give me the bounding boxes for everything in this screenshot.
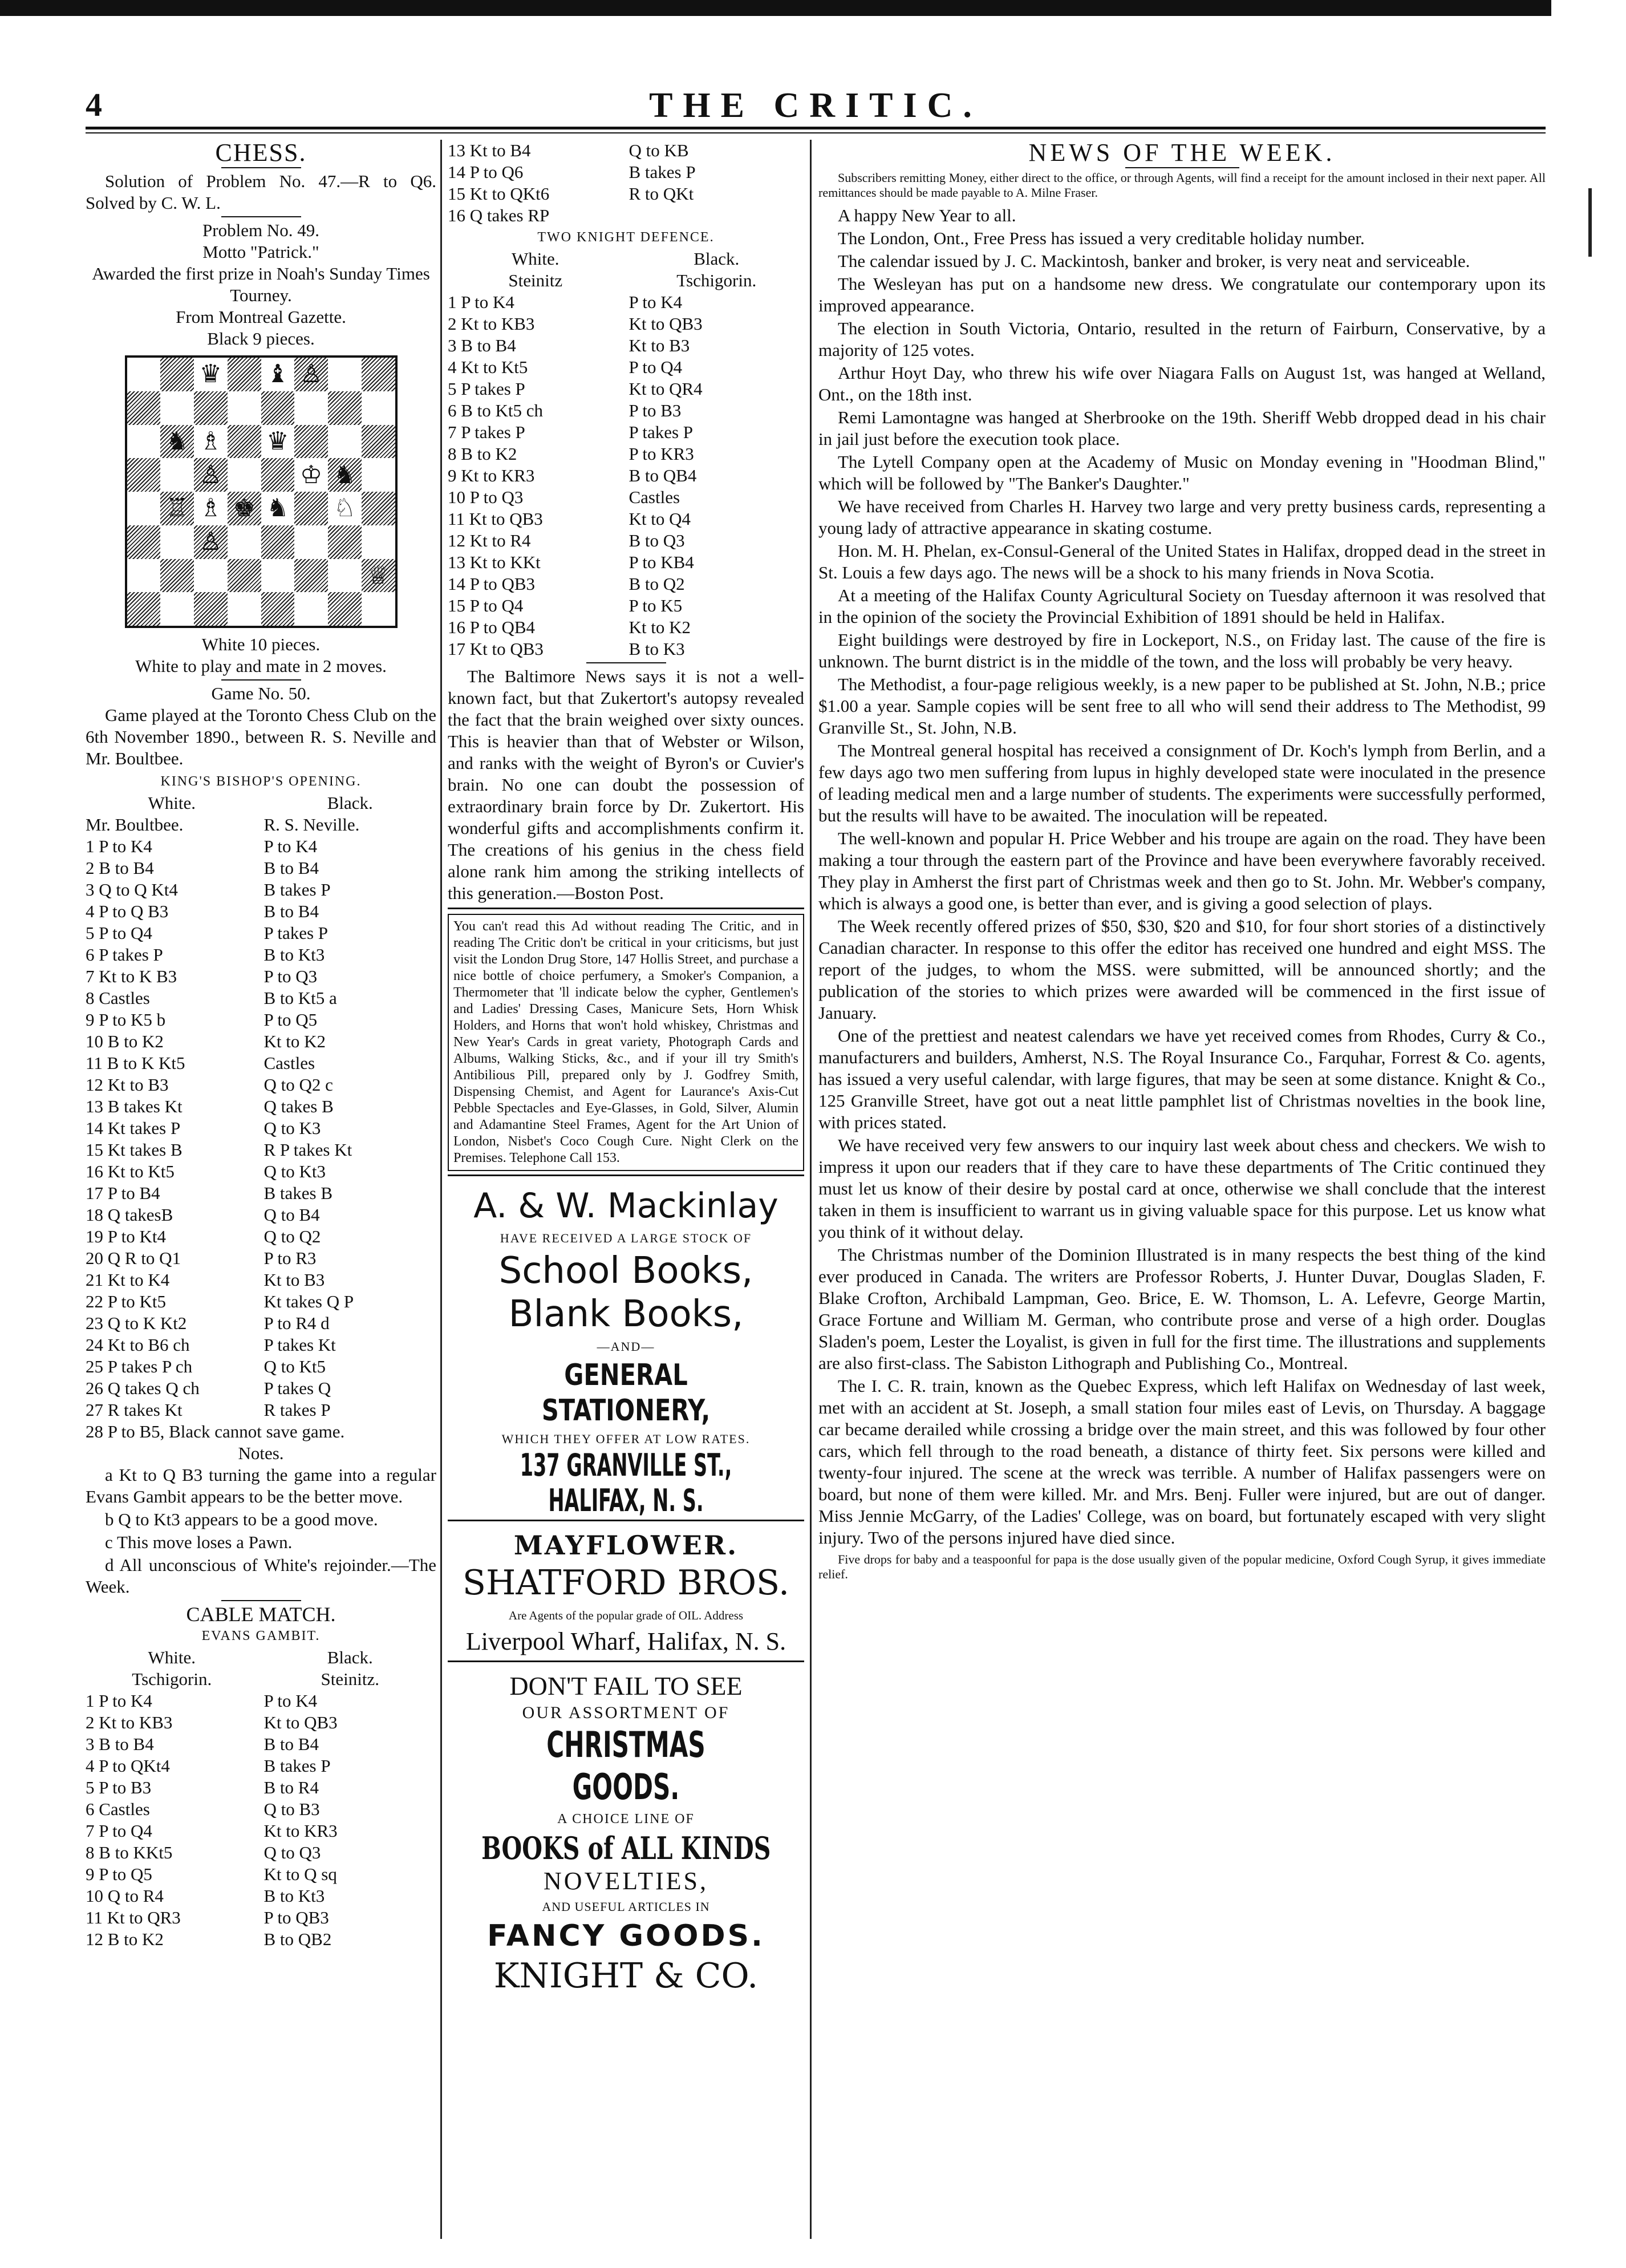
- white-move: 23 Q to K Kt2: [86, 1313, 187, 1333]
- black-move: B to Q3: [628, 530, 685, 550]
- white-move: 17 Kt to QB3: [448, 639, 544, 659]
- white-move: 2 Kt to KB3: [86, 1712, 173, 1732]
- black-move: R P takes Kt: [263, 1140, 352, 1160]
- white-move: 20 Q R to Q1: [86, 1248, 181, 1268]
- news-heading: NEWS OF THE WEEK.: [1028, 139, 1336, 167]
- chess-column: [86, 140, 436, 1950]
- white-move: 14 P to QB3: [448, 574, 536, 594]
- board-square: [127, 492, 161, 525]
- board-square: [127, 525, 161, 559]
- news-paragraph: We have received from Charles H. Harvey two large and very pretty business cards, representing a young lady of attractive appearance in skating costume.: [818, 496, 1546, 538]
- board-square: [328, 358, 362, 391]
- white-move: 4 P to QKt4: [86, 1756, 170, 1776]
- board-square: ♛: [199, 359, 222, 389]
- black-move: B takes B: [263, 1183, 333, 1203]
- divider: [586, 662, 666, 663]
- white-move: 12 B to K2: [86, 1929, 164, 1949]
- white-move: 15 Kt takes B: [86, 1140, 183, 1160]
- white-move: 11 Kt to QB3: [448, 509, 543, 529]
- board-square: [160, 592, 194, 626]
- footer-ad: Five drops for baby and a teaspoonful for papa is the dose usually given of the popular medicine, Oxford Cough Syrup, it gives immediate relief.: [818, 1552, 1546, 1581]
- black-move: B to Kt3: [263, 1886, 325, 1906]
- problem-task: White to play and mate in 2 moves.: [135, 656, 387, 676]
- blank-books: Blank Books,: [508, 1293, 744, 1335]
- white-move: 10 Q to R4: [86, 1886, 164, 1906]
- tk-black-label: Black.: [694, 249, 740, 269]
- black-move: B to QB2: [263, 1929, 332, 1949]
- black-move: P to K5: [628, 596, 683, 615]
- white-move: 2 Kt to KB3: [448, 314, 535, 334]
- note-item: a Kt to Q B3 turning the game into a regular Evans Gambit appears to be the better move.: [86, 1465, 436, 1506]
- low-rates: WHICH THEY OFFER AT LOW RATES.: [501, 1432, 751, 1446]
- solution-text: Solution of Problem No. 47.—R to Q6. Solved by C. W. L.: [86, 171, 436, 213]
- board-square: [127, 425, 161, 459]
- board-square: ♔: [299, 460, 323, 489]
- board-square: [362, 425, 395, 459]
- board-square: [160, 358, 194, 391]
- black-move: Kt to Q4: [628, 509, 691, 529]
- black-move: P to KR3: [628, 444, 694, 464]
- black-move: P takes Kt: [263, 1335, 336, 1355]
- white-move: 8 Castles: [86, 988, 150, 1008]
- white-move: 9 P to K5 b: [86, 1010, 166, 1030]
- black-move: P to Q4: [628, 357, 683, 377]
- tk-white-player: Steinitz: [508, 270, 563, 290]
- board-square: [362, 592, 395, 626]
- problem-motto: Motto "Patrick.": [202, 242, 319, 262]
- board-square: ♗: [199, 493, 222, 523]
- board-square: [261, 391, 295, 425]
- black-move: Kt to K2: [263, 1031, 326, 1051]
- news-paragraph: We have received very few answers to our inquiry last week about chess and checkers. We wish to impress it upon our readers that if they care to have these departments of The Critic continued they must let us know of their desire by postal card at once, otherwise we shall conclude that the interest taken in them is insufficient to warrant us in giving valuable space for this purpose. Let us know what you think of it without delay.: [818, 1135, 1546, 1242]
- subscribers-notice: Subscribers remitting Money, either direct to the office, or through Agents, will find a receipt for the amount inclosed in their next paper. All remittances should be made payable to A. Milne Fraser.: [818, 171, 1546, 200]
- zukertort-article: The Baltimore News says it is not a well-known fact, but that Zukertort's autopsy revealed the fact that the brain weighed over sixty ounces. This is heavier than that of Webster or Wilson, and ranks with the weight of Byron's or Cuvier's brain. No one can doubt the possession of extraordinary brain force by Dr. Zukertort. His wonderful gifts and accomplishments confirm it. The creations of his genius in the chess field alone rank him among the striking intellects of this generation.—Boston Post.: [448, 666, 804, 903]
- news-paragraph: The Methodist, a four-page religious weekly, is a new paper to be published at St. John, N.B.; price $1.00 a year. Sample copies will be sent free to all who will send their address to The Methodist, 99 Granville St., St. John, N.B.: [818, 674, 1546, 738]
- white-move: 3 Q to Q Kt4: [86, 880, 178, 900]
- white-move: 13 B takes Kt: [86, 1096, 183, 1116]
- top-border-bar: [0, 0, 1551, 16]
- white-move: 21 Kt to K4: [86, 1270, 170, 1290]
- tk-white-label: White.: [512, 249, 559, 269]
- mackinlay-address: 137 GRANVILLE ST., HALIFAX, N. S.: [520, 1447, 732, 1518]
- board-square: [362, 492, 395, 525]
- white-move: 16 Q takes RP: [448, 205, 550, 225]
- board-square: [294, 425, 328, 459]
- final-move: 28 P to B5, Black cannot save game.: [86, 1421, 345, 1441]
- black-move: Q to Kt3: [263, 1161, 326, 1181]
- black-move: B to Kt3: [263, 945, 325, 965]
- notes-title: Notes.: [238, 1443, 284, 1463]
- black-move: R to QKt: [628, 184, 694, 204]
- black-move: Castles: [628, 487, 680, 507]
- black-move: Castles: [263, 1053, 315, 1073]
- board-square: ♙: [294, 358, 328, 391]
- cable-opening: EVANS GAMBIT.: [201, 1629, 321, 1643]
- board-square: ♖: [160, 492, 194, 525]
- board-square: [294, 391, 328, 425]
- problem-title: Problem No. 49.: [202, 220, 319, 240]
- black-move: Kt to B3: [628, 335, 690, 355]
- black-move: Kt to QB3: [628, 314, 703, 334]
- board-square: [160, 458, 194, 492]
- cable-match-title: CABLE MATCH.: [186, 1603, 336, 1626]
- cable-moves-continued: [448, 140, 804, 226]
- board-square: [194, 391, 228, 425]
- shatford-ad: [448, 1529, 804, 1657]
- board-square: ♞: [160, 425, 194, 459]
- white-move: 1 P to K4: [86, 836, 152, 856]
- divider: [221, 1600, 301, 1601]
- board-square: [194, 592, 228, 626]
- black-move: B to Q2: [628, 574, 685, 594]
- note-item: d All unconscious of White's rejoinder.—The Week.: [86, 1555, 436, 1597]
- black-player: R. S. Neville.: [263, 815, 360, 835]
- white-move: 8 B to K2: [448, 444, 517, 464]
- board-square: [228, 391, 261, 425]
- note-item: b Q to Kt3 appears to be a good move.: [105, 1509, 378, 1529]
- white-move: 11 B to K Kt5: [86, 1053, 185, 1073]
- news-paragraph: The I. C. R. train, known as the Quebec Express, which left Halifax on Wednesday of last week, met with an accident at St. Joseph, a small station four miles east of Levis, on Thursday. A baggage car became derailed while crossing a bridge over the main street, and this was followed by four other cars, which fell through to the road beneath, a distance of thirty feet. Six persons were killed and twenty-four injured. The scene at the wreck was terrible. A number of Halifax passengers were on board, but none of them were killed. Mr. and Mrs. Benj. Fuller were injured, but are out of danger. Miss Jennie McGarry, of the Ladies' College, was on board, but fortunately escaped with very slight injury. Two of the persons injured have died since.: [818, 1376, 1546, 1548]
- white-move: 7 P takes P: [448, 422, 525, 442]
- board-square: [228, 592, 261, 626]
- black-move: B to Kt5 a: [263, 988, 337, 1008]
- board-square: [362, 525, 395, 559]
- white-move: 4 P to Q B3: [86, 901, 169, 921]
- news-paragraph: The London, Ont., Free Press has issued a very creditable holiday number.: [838, 228, 1365, 248]
- black-move: Kt to Q sq: [263, 1864, 337, 1884]
- white-move: 7 Kt to K B3: [86, 966, 177, 986]
- black-move: B to K3: [628, 639, 685, 659]
- white-move: 15 Kt to QKt6: [448, 184, 550, 204]
- board-square: [228, 525, 261, 559]
- dont-fail: DON'T FAIL TO SEE: [509, 1671, 743, 1700]
- notes-list: [86, 1464, 436, 1598]
- white-move: 10 B to K2: [86, 1031, 164, 1051]
- white-move: 1 P to K4: [448, 292, 514, 312]
- black-pieces-label: Black 9 pieces.: [207, 329, 315, 349]
- paper-title: THE CRITIC.: [649, 86, 982, 125]
- board-square: [328, 525, 362, 559]
- game-title: Game No. 50.: [211, 683, 311, 703]
- white-move: 5 P to Q4: [86, 923, 152, 943]
- board-square: [194, 559, 228, 593]
- page-number: 4: [86, 86, 102, 123]
- white-move: 6 P takes P: [86, 945, 163, 965]
- white-move: 7 P to Q4: [86, 1821, 152, 1841]
- white-move: 19 P to Kt4: [86, 1226, 166, 1246]
- white-move: 8 B to KKt5: [86, 1842, 173, 1862]
- black-move: Kt to QB3: [263, 1712, 338, 1732]
- news-paragraph: The Lytell Company open at the Academy of Music on Monday evening in "Hoodman Blind," which will be followed by "The Banker's Daughter.": [818, 452, 1546, 493]
- black-move: P to Q5: [263, 1010, 318, 1030]
- black-label: Black.: [327, 793, 373, 813]
- board-square: [127, 358, 161, 391]
- fancy-goods: FANCY GOODS.: [487, 1919, 765, 1953]
- news-paragraph: Arthur Hoyt Day, who threw his wife over Niagara Falls on August 1st, was hanged at Welland, Ont., on the 18th inst.: [818, 363, 1546, 404]
- board-square: [328, 559, 362, 593]
- board-square: [160, 391, 194, 425]
- white-move: 14 P to Q6: [448, 162, 524, 182]
- black-move: Q to KB: [628, 140, 689, 160]
- board-square: [362, 391, 395, 425]
- game-intro: Game played at the Toronto Chess Club on the 6th November 1890., between R. S. Neville and Mr. Boultbee.: [86, 705, 436, 768]
- shatford-line: Are Agents of the popular grade of OIL. Address: [508, 1609, 744, 1622]
- news-paragraph: The well-known and popular H. Price Webber and his troupe are again on the road. They have been making a tour through the eastern part of the Province and have been everywhere favorably received. They play in Amherst the first part of Christmas week and then go to St. John. Mr. Webber's company, which is always a good one, is better than ever, and is giving a good selection of plays.: [818, 828, 1546, 913]
- white-move: 13 Kt to B4: [448, 140, 531, 160]
- news-paragraph: A happy New Year to all.: [838, 205, 1016, 225]
- board-square: ♗: [199, 426, 222, 456]
- board-square: [228, 458, 261, 492]
- black-move: B takes P: [263, 1756, 331, 1776]
- black-move: P to QB3: [263, 1907, 329, 1927]
- black-move: Kt to KR3: [263, 1821, 338, 1841]
- white-move: 24 Kt to B6 ch: [86, 1335, 190, 1355]
- note-item: c This move loses a Pawn.: [105, 1532, 293, 1552]
- divider: [221, 679, 301, 681]
- board-square: ♙: [194, 458, 228, 492]
- white-move: 15 P to Q4: [448, 596, 524, 615]
- black-move: B takes P: [263, 880, 331, 900]
- board-square: [328, 425, 362, 459]
- board-square: ♞: [328, 458, 362, 492]
- board-square: ♛: [266, 426, 289, 456]
- white-move: 3 B to B4: [86, 1734, 154, 1754]
- black-move: Kt takes Q P: [263, 1291, 354, 1311]
- black-move: Kt to K2: [628, 617, 691, 637]
- white-move: 17 P to B4: [86, 1183, 160, 1203]
- board-square: [160, 525, 194, 559]
- board-square: [328, 592, 362, 626]
- white-move: 18 Q takesB: [86, 1205, 173, 1225]
- choice-line: A CHOICE LINE OF: [557, 1812, 695, 1826]
- middle-column: [448, 140, 804, 1998]
- books-all-kinds: BOOKS of ALL KINDS: [481, 1830, 771, 1866]
- white-pieces-label: White 10 pieces.: [201, 634, 321, 654]
- white-move: 6 Castles: [86, 1799, 150, 1819]
- black-move: Kt to QR4: [628, 379, 703, 399]
- black-move: Q to Q3: [263, 1842, 321, 1862]
- news-paragraph: The Week recently offered prizes of $50, $30, $20 and $10, for four short stories of a distinctively Canadian character. In response to this offer the editor has received one hundred and eight MSS. The report of the judges, to whom the MSS. were submitted, will be announced shortly; and the publication of the stories to which prizes were awarded will be commenced in the first issue of January.: [818, 916, 1546, 1023]
- news-paragraph: One of the prettiest and neatest calendars we have yet received comes from Rhodes, Curry & Co., manufacturers and builders, Amherst, N.S. The Royal Insurance Co., Farquhar, Forrest & Co. agents, has issued a very useful calendar, with large figures, that may be seen at some distance. Knight & Co., 125 Granville Street, have got out a neat little pamphlet list of Christmas novelties in the book line, with prices stated.: [818, 1026, 1546, 1132]
- black-move: Q to Q2 c: [263, 1075, 333, 1095]
- divider: [221, 167, 301, 168]
- black-move: B to B4: [263, 858, 319, 878]
- black-move: [629, 205, 805, 226]
- black-move: P takes P: [628, 422, 694, 442]
- board-square: [228, 425, 261, 459]
- school-books: School Books,: [498, 1250, 753, 1292]
- news-paragraph: The Christmas number of the Dominion Illustrated is in many respects the best thing of the kind ever produced in Canada. The writers are Professor Roberts, J. Hunter Duvar, Douglas Sladen, F. Blake Crofton, Archibald Lampman, Geo. Brice, E. W. Thomson, L. A. Lefevre, George Martin, Grace Fortune and William M. German, who contribute prose and verse of a high order. Douglas Sladen's poem, Lester the Loyalist, is given in full for the first time. The illustrations and supplements are also first-class. The Sabiston Lithograph and Publishing Co., Montreal.: [818, 1245, 1546, 1373]
- white-move: 25 P takes P ch: [86, 1356, 193, 1376]
- black-move: P takes Q: [263, 1378, 331, 1398]
- black-move: P to Q3: [263, 966, 318, 986]
- board-square: [261, 458, 295, 492]
- news-paragraph: The election in South Victoria, Ontario, resulted in the return of Fairburn, Conservative, by a majority of 125 votes.: [818, 318, 1546, 360]
- board-square: ♕: [362, 559, 395, 593]
- knight-co: KNIGHT & CO.: [493, 1956, 759, 1996]
- header-rule-thin: [86, 132, 1546, 133]
- white-move: 5 P takes P: [448, 379, 525, 399]
- news-paragraph: Hon. M. H. Phelan, ex-Consul-General of the United States in Halifax, dropped dead in the street in St. Louis a few days ago. The news will be a shock to his many friends in Nova Scotia.: [818, 541, 1546, 582]
- divider: [448, 908, 804, 909]
- board-square: [294, 492, 328, 525]
- mackinlay-name: A. & W. Mackinlay: [473, 1186, 778, 1226]
- board-square: [294, 559, 328, 593]
- liverpool-wharf: Liverpool Wharf, Halifax, N. S.: [465, 1627, 786, 1655]
- board-square: [160, 559, 194, 593]
- black-move: P takes P: [263, 923, 329, 943]
- useful-articles: AND USEFUL ARTICLES IN: [542, 1900, 710, 1914]
- cable-white-player: Tschigorin.: [132, 1669, 212, 1689]
- white-move: 9 P to Q5: [86, 1864, 152, 1884]
- board-square: ♘: [333, 493, 356, 523]
- christmas-goods: CHRISTMAS GOODS.: [546, 1724, 705, 1808]
- black-move: Q takes B: [263, 1096, 334, 1116]
- board-square: ♝: [266, 359, 289, 389]
- white-move: 2 B to B4: [86, 858, 154, 878]
- tk-players: [448, 248, 804, 291]
- black-move: R takes P: [263, 1400, 331, 1420]
- black-move: P to K4: [263, 836, 318, 856]
- black-move: P to R3: [263, 1248, 317, 1268]
- white-player: Mr. Boultbee.: [86, 815, 184, 835]
- board-square: [127, 458, 161, 492]
- white-move: 11 Kt to QR3: [86, 1907, 181, 1927]
- white-move: 16 Kt to Kt5: [86, 1161, 175, 1181]
- black-move: B takes P: [628, 162, 696, 182]
- black-move: B to QB4: [628, 465, 697, 485]
- divider: [448, 1174, 804, 1176]
- tk-black-player: Tschigorin.: [676, 270, 757, 290]
- board-square: [127, 592, 161, 626]
- black-move: P to B3: [628, 400, 682, 420]
- cable-black-player: Steinitz.: [321, 1669, 379, 1689]
- white-move: 4 Kt to Kt5: [448, 357, 528, 377]
- board-square: [261, 559, 295, 593]
- news-paragraph: The Wesleyan has put on a handsome new dress. We congratulate our contemporary upon its improved appearance.: [818, 274, 1546, 315]
- board-square: [228, 358, 261, 391]
- cable-black-label: Black.: [327, 1647, 373, 1667]
- white-move: 1 P to K4: [86, 1691, 152, 1711]
- news-column: [818, 140, 1546, 1583]
- smith-drugstore-ad: You can't read this Ad without reading The Critic, and in reading The Critic don't be critical in your criticisms, but just visit the London Drug Store, 147 Hollis Street, and purchase a nice bottle of choice perfumery, a Smoker's Companion, a Thermometer that 'll indicate below the cypher, Gentlemen's and Ladies' Dressing Cases, Manicure Sets, Horn Whisk Holders, and Horns that won't hold whiskey, Christmas and New Year's Cards in great variety, Photograph Cards and Albums, Walking Sticks, &c., and if your ill try Smith's Antibilious Pill, prepared only by J. Godfrey Smith, Dispensing Chemist, and Agent for Laurance's Axis-Cut Pebble Spectacles and Eye-Glasses, in Gold, Silver, Alumin and Adamantine Steel Frames, Agent for the Art Union of London, Nisbet's Coco Cough Cure. Night Clerk on the Premises. Telephone Call 153.: [448, 914, 804, 1171]
- news-paragraph: Eight buildings were destroyed by fire in Lockeport, N.S., on Friday last. The cause of the fire is unknown. The burnt district is in the middle of the town, and the loss will probably be very heavy.: [818, 630, 1546, 671]
- board-square: [328, 391, 362, 425]
- opening-name: KING'S BISHOP'S OPENING.: [160, 774, 362, 789]
- black-move: Q to B3: [263, 1799, 320, 1819]
- black-move: Q to Kt5: [263, 1356, 326, 1376]
- board-square: ♙: [194, 525, 228, 559]
- chess-board-diagram: [125, 355, 398, 628]
- divider: [448, 1660, 804, 1662]
- white-move: 26 Q takes Q ch: [86, 1378, 200, 1398]
- white-move: 22 P to Kt5: [86, 1291, 166, 1311]
- board-square: [228, 559, 261, 593]
- board-square: [261, 525, 295, 559]
- knight-ad: [448, 1670, 804, 1998]
- mackinlay-stock: HAVE RECEIVED A LARGE STOCK OF: [500, 1231, 752, 1245]
- news-paragraph: Remi Lamontagne was hanged at Sherbrooke on the 19th. Sheriff Webb dropped dead in his chair in jail just before the execution took place.: [818, 407, 1546, 449]
- game-players: [86, 792, 436, 836]
- board-square: ♚: [228, 492, 261, 525]
- board-square: [127, 559, 161, 593]
- board-square: ♞: [266, 493, 289, 523]
- black-move: P to R4 d: [263, 1313, 330, 1333]
- black-move: B to B4: [263, 901, 319, 921]
- news-paragraph: At a meeting of the Halifax County Agricultural Society on Tuesday afternoon it was resolved that in the opinion of the society the Provincial Exhibition of 1891 should be held in Halifax.: [818, 585, 1546, 627]
- white-move: 13 Kt to KKt: [448, 552, 541, 572]
- white-move: 27 R takes Kt: [86, 1400, 183, 1420]
- board-square: [294, 525, 328, 559]
- white-move: 16 P to QB4: [448, 617, 536, 637]
- problem-award: Awarded the first prize in Noah's Sunday Times Tourney.: [92, 264, 430, 305]
- board-square: [362, 458, 395, 492]
- black-move: Q to Q2: [263, 1226, 321, 1246]
- two-knight-title: TWO KNIGHT DEFENCE.: [537, 230, 715, 245]
- page-header: [86, 86, 1546, 125]
- black-move: B to B4: [263, 1734, 319, 1754]
- news-paragraphs: [818, 205, 1546, 1549]
- and-line: —AND—: [597, 1339, 655, 1354]
- divider: [448, 1520, 804, 1521]
- game-moves-list: [86, 836, 436, 1421]
- divider: [221, 216, 301, 217]
- divider: [1125, 167, 1239, 168]
- white-move: 12 Kt to R4: [448, 530, 531, 550]
- assortment: OUR ASSORTMENT OF: [522, 1703, 730, 1722]
- general-stationery: GENERAL STATIONERY,: [541, 1358, 711, 1428]
- white-move: 5 P to B3: [86, 1777, 152, 1797]
- white-move: 10 P to Q3: [448, 487, 524, 507]
- cable-white-label: White.: [148, 1647, 196, 1667]
- white-move: 3 B to B4: [448, 335, 516, 355]
- edge-mark: [1588, 188, 1592, 257]
- black-move: Q to B4: [263, 1205, 320, 1225]
- column-divider-2: [810, 140, 812, 2239]
- chess-heading: CHESS.: [215, 139, 307, 167]
- black-move: P to K4: [628, 292, 683, 312]
- black-move: P to KB4: [628, 552, 694, 572]
- black-move: Q to K3: [263, 1118, 321, 1138]
- mayflower: MAYFLOWER.: [513, 1530, 739, 1561]
- white-move: 12 Kt to B3: [86, 1075, 169, 1095]
- cable-moves-list: [86, 1690, 436, 1950]
- cable-players: [86, 1647, 436, 1690]
- tk-moves-list: [448, 291, 804, 660]
- header-rule-thick: [86, 127, 1546, 129]
- board-square: [127, 391, 161, 425]
- problem-source: From Montreal Gazette.: [176, 307, 346, 327]
- white-move: 9 Kt to KR3: [448, 465, 535, 485]
- black-move: P to K4: [263, 1691, 318, 1711]
- white-move: 14 Kt takes P: [86, 1118, 181, 1138]
- board-square: [261, 592, 295, 626]
- mackinlay-ad: [448, 1184, 804, 1518]
- news-paragraph: The Montreal general hospital has received a consignment of Dr. Koch's lymph from Berlin, and a few days ago two men suffering from lupus in highly developed state were inoculated in the presence of leading medical men and a large number of students. The experiments were successfully performed, but the results will have to be awaited. The inoculation will be repeated.: [818, 740, 1546, 825]
- novelties: NOVELTIES,: [544, 1867, 708, 1895]
- news-paragraph: The calendar issued by J. C. Mackintosh, banker and broker, is very neat and serviceable.: [838, 251, 1470, 271]
- board-square: [362, 358, 395, 391]
- black-move: Kt to B3: [263, 1270, 325, 1290]
- shatford-bros: SHATFORD BROS.: [462, 1563, 790, 1603]
- board-square: [294, 592, 328, 626]
- white-move: 6 B to Kt5 ch: [448, 400, 544, 420]
- column-divider-1: [440, 140, 442, 2239]
- white-label: White.: [148, 793, 196, 813]
- black-move: B to R4: [263, 1777, 319, 1797]
